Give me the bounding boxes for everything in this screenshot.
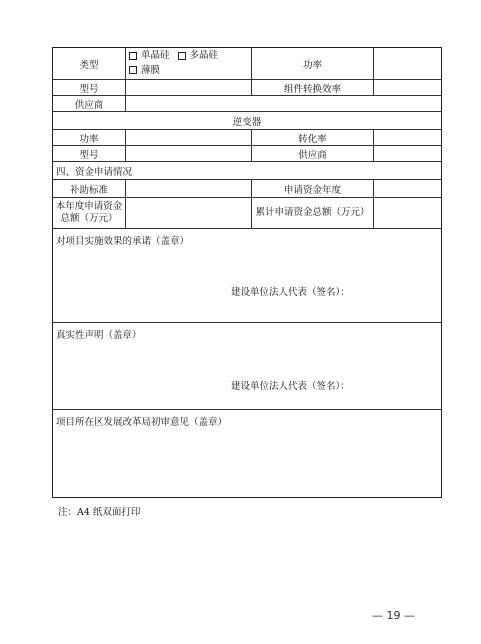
option-poly-label: 多晶硅 (189, 50, 219, 61)
efficiency-field[interactable] (373, 80, 441, 95)
commitment-block[interactable] (53, 229, 441, 322)
apply-year-field[interactable] (373, 180, 441, 197)
supplier-label: 供应商 (74, 99, 104, 111)
print-note: 注：A4 纸双面打印 (58, 507, 141, 518)
authenticity-block[interactable] (53, 323, 441, 409)
apply-year-label: 申请资金年度 (251, 180, 373, 197)
row-module-type (53, 48, 441, 79)
review-block[interactable] (53, 410, 441, 497)
checkbox-poly[interactable] (178, 52, 186, 60)
row-authenticity (53, 322, 441, 409)
power-label: 功率 (251, 48, 373, 79)
model-label: 型号 (79, 83, 99, 95)
option-mono-label: 单晶硅 (141, 50, 170, 61)
inv-conversion-field[interactable] (373, 130, 441, 145)
signature-label-1: 建设单位法人代表（签名）： (231, 287, 350, 298)
efficiency-label: 组件转换效率 (251, 80, 373, 95)
type-options (125, 48, 251, 79)
model-field[interactable] (125, 80, 251, 95)
option-mono[interactable] (129, 49, 170, 62)
inv-supplier-field[interactable] (373, 146, 441, 161)
cum-amount-field[interactable] (373, 198, 441, 228)
inv-supplier-label: 供应商 (251, 146, 373, 161)
subsidy-field[interactable] (125, 180, 251, 197)
type-label: 类型 (79, 59, 99, 71)
option-poly[interactable] (178, 49, 219, 62)
row-inverter-power (53, 129, 441, 145)
row-model (53, 79, 441, 95)
row-subsidy (53, 179, 441, 197)
row-section4-heading (53, 161, 441, 179)
page-number: — 19 — (372, 609, 415, 622)
inverter-heading: 逆变器 (232, 116, 262, 128)
inv-power-field[interactable] (125, 130, 251, 145)
option-thinfilm-label: 薄膜 (141, 64, 161, 76)
year-amount-label: 本年度申请资金总额（万元） (55, 201, 123, 224)
power-field[interactable] (373, 48, 441, 79)
commitment-label: 对项目实施效果的承诺（盖章） (56, 236, 190, 247)
row-supplier (53, 95, 441, 111)
supplier-field[interactable] (125, 96, 441, 111)
inv-model-label: 型号 (79, 149, 99, 161)
authenticity-label: 真实性声明（盖章） (56, 330, 142, 341)
inv-model-field[interactable] (125, 146, 251, 161)
inv-conversion-label: 转化率 (251, 130, 373, 145)
option-thinfilm[interactable] (129, 64, 160, 77)
inv-power-label: 功率 (79, 133, 99, 145)
section4-heading: 四、资金申请情况 (56, 166, 133, 178)
row-inverter-model (53, 145, 441, 161)
checkbox-thinfilm[interactable] (129, 66, 137, 74)
signature-label-2: 建设单位法人代表（签名）： (231, 381, 350, 392)
year-amount-field[interactable] (125, 198, 251, 228)
review-label: 项目所在区发展改革局初审意见（盖章） (56, 417, 228, 428)
row-amounts (53, 197, 441, 228)
row-commitment (53, 228, 441, 322)
row-review (53, 409, 441, 497)
checkbox-mono[interactable] (129, 52, 137, 60)
application-form-table (52, 47, 442, 498)
row-inverter-heading (53, 111, 441, 129)
subsidy-label: 补助标准 (69, 184, 108, 196)
cum-amount-label: 累计申请资金总额（万元） (251, 198, 373, 228)
